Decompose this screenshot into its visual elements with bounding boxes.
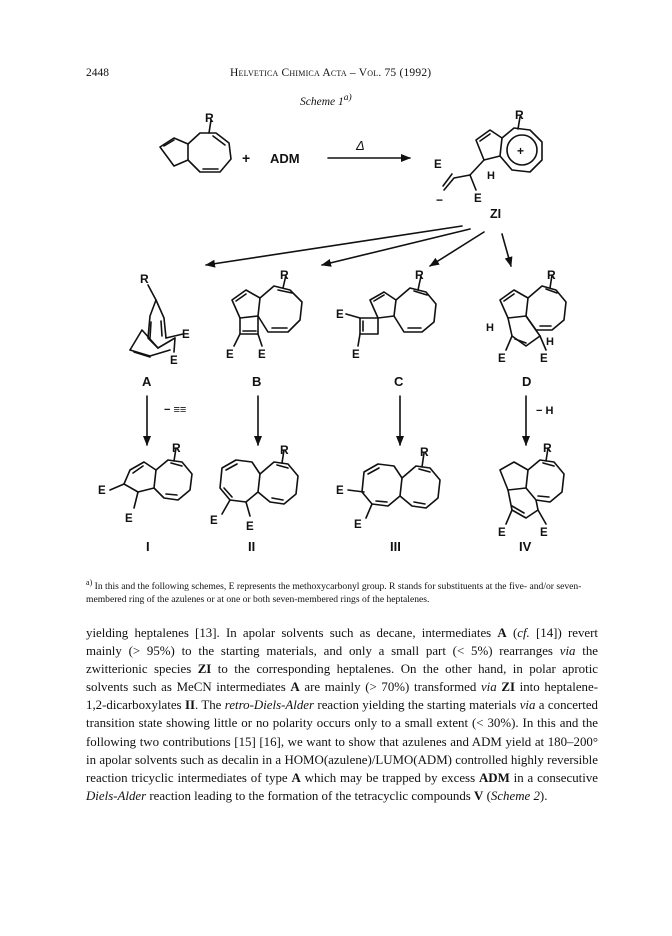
text-run: to the corresponding heptalenes. On the other hand, in polar aprotic solvents such as MeCN intermediates (86, 662, 599, 695)
r-label-c: R (415, 268, 424, 282)
italic-run: Scheme 2 (490, 788, 540, 803)
intermediate-d-molecule (486, 268, 566, 365)
italic-run: retro-Diels-Alder (224, 698, 315, 713)
product-iii-molecule (336, 445, 440, 531)
product-i-molecule (98, 441, 192, 525)
italic-run: via (480, 680, 497, 695)
text-run: ( (506, 626, 518, 640)
ester-label-d-1: E (498, 353, 506, 365)
ester-label-ii-1: E (210, 515, 218, 527)
plus-sign: + (242, 150, 251, 166)
compound-ref: II (184, 698, 195, 713)
text-run: reaction leading to the formation of the tetracyclic compounds (146, 788, 475, 803)
footnote-marker-letter: a (86, 578, 90, 587)
intermediate-c-molecule (336, 268, 436, 361)
arrow-zi-to-d (502, 234, 511, 266)
scheme-footnote (86, 576, 598, 606)
product-ii-molecule (210, 443, 298, 533)
product-iv-molecule (498, 441, 564, 539)
arrow-zi-to-b (322, 229, 470, 265)
r-label-b: R (280, 268, 289, 282)
text-run: which may be trapped by excess (300, 770, 479, 785)
compound-ref: A (290, 680, 300, 695)
r-label-a: R (140, 272, 149, 286)
azulene-molecule (160, 111, 231, 172)
ester-label-zi-1: E (434, 159, 442, 171)
text-run: a concerted transition state showing little or no polarity occurs only to a small extent (< 30%). In this and the following two contributions [15] [16], we want to show that azulenes and ADM yield at 180–200° in apolar solvents such as decalin in a HOMO(azulene)/LUMO(ADM) controlled highly reversible reaction tricyclic intermediates of type (86, 698, 598, 785)
ester-label-iii-1: E (336, 485, 344, 497)
r-label-iii: R (420, 445, 429, 459)
intermediate-a-molecule (130, 272, 190, 367)
hydrogen-label-d-2: H (546, 336, 554, 348)
arrow-zi-to-a (206, 226, 462, 265)
compound-ref: V (474, 788, 484, 803)
zi-label: ZI (490, 207, 502, 221)
paragraph-text (86, 624, 598, 805)
footnote-text: In this and the following schemes, E represents the methoxycarbonyl group. R stands for substituents at the five- and/or seven-membered ring of the azulenes or at one or both seven-membered rings of the heptalenes. (86, 581, 582, 606)
ester-label-i-2: E (125, 513, 133, 525)
text-run: in a consecutive (509, 770, 599, 785)
zwitterion-molecule (434, 108, 542, 221)
scheme-footnote-letter: a (343, 92, 349, 103)
ester-label-d-2: E (540, 353, 548, 365)
label-iv: IV (519, 539, 532, 554)
text-run: are mainly (> 70%) transformed (299, 680, 481, 695)
text-run: the zwitterionic species (86, 644, 598, 677)
text-run: yielding heptalenes [13]. In apolar solvents such as decane, intermediates (86, 626, 498, 640)
ester-label-c-1: E (336, 309, 344, 321)
step-d-note: − H (536, 405, 554, 417)
italic-run: via (559, 644, 576, 659)
r-label-ii: R (280, 443, 289, 457)
label-iii: III (390, 539, 401, 554)
r-label-azulene: R (205, 111, 214, 125)
ester-label-iv-1: E (498, 527, 506, 539)
r-label-i: R (172, 441, 181, 455)
ester-label-a-2: E (170, 355, 178, 367)
label-ii: II (248, 539, 256, 554)
ester-label-b-1: E (226, 349, 234, 361)
compound-ref: ADM (478, 770, 510, 785)
scheme-footnote-marker: a) (343, 92, 352, 103)
ester-label-c-2: E (352, 349, 360, 361)
label-c: C (394, 374, 404, 389)
ester-label-iii-2: E (354, 519, 362, 531)
label-i: I (146, 539, 150, 554)
ester-label-b-2: E (258, 349, 266, 361)
anion-charge: − (436, 193, 444, 207)
text-run: . The (195, 698, 225, 713)
ester-label-i-1: E (98, 485, 106, 497)
intermediate-b-molecule (226, 268, 302, 361)
adm-reagent: ADM (270, 151, 300, 166)
compound-ref: A (497, 626, 507, 640)
hydrogen-label-zi: H (487, 170, 495, 182)
ester-label-iv-2: E (540, 527, 548, 539)
footnote-marker: a) (86, 578, 93, 587)
label-a: A (142, 374, 152, 389)
ester-label-a-1: E (182, 329, 190, 341)
body-paragraph (86, 624, 598, 805)
scheme-title-text: Scheme 1 (300, 95, 344, 108)
italic-run: cf. (517, 626, 530, 640)
text-run: ( (483, 788, 491, 803)
r-label-iv: R (543, 441, 552, 455)
cation-charge: + (517, 144, 525, 158)
page-number: 2448 (86, 67, 109, 79)
step-a-note: − ≡≡ (164, 404, 187, 416)
italic-run: via (519, 698, 536, 713)
r-label-d: R (547, 268, 556, 282)
ester-label-zi-2: E (474, 193, 482, 205)
compound-ref: A (291, 770, 301, 785)
r-label-zi: R (515, 108, 524, 122)
compound-ref: ZI (197, 662, 212, 677)
compound-ref: ZI (501, 680, 515, 695)
text-run: reaction yielding the starting materials (314, 698, 520, 713)
label-b: B (252, 374, 262, 389)
heat-symbol: Δ (356, 138, 365, 153)
text-run: [14]) revert mainly (> 95%) to the starting materials, and only a small part (< 5%) rearranges (86, 626, 599, 659)
journal-title: Helvetica Chimica Acta – Vol. 75 (1992) (230, 67, 432, 79)
label-d: D (522, 374, 532, 389)
text-run: ). (539, 788, 548, 803)
hydrogen-label-d-1: H (486, 322, 494, 334)
text-run: into heptalene-1,2-dicarboxylates (86, 680, 599, 713)
italic-run: Diels-Alder (86, 788, 147, 803)
ester-label-ii-2: E (246, 521, 254, 533)
